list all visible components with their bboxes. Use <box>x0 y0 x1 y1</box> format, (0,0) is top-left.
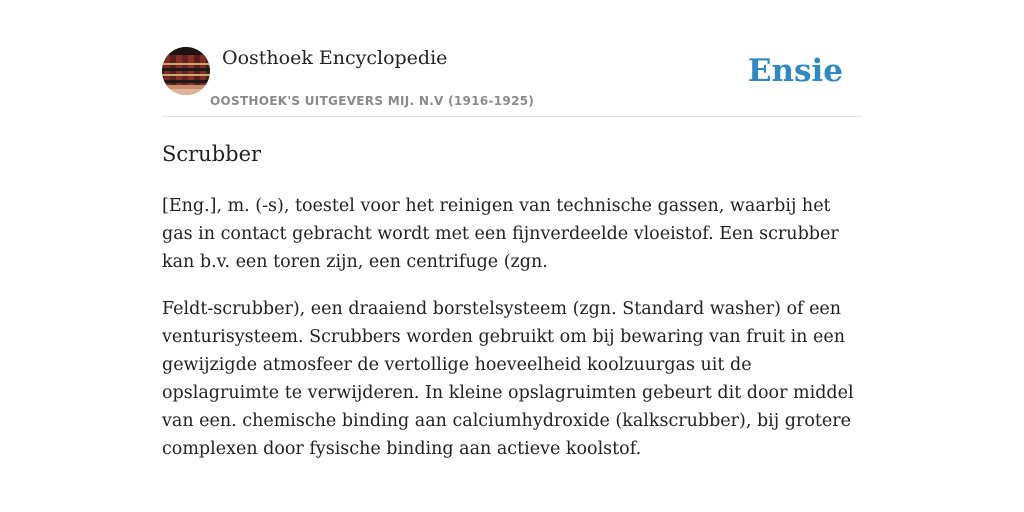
encyclopedia-books-icon[interactable] <box>162 47 210 95</box>
entry-paragraph: Feldt-scrubber), een draaiend borstelsysteem (zgn. Standard washer) of een venturisysteem. Scrubbers worden gebruikt om bij bewaring van fruit in een gewijzigde atmosfeer de vertollige hoeveelheid koolzuurgas uit de opslagruimte te verwijderen. In kleine opslagruimten gebeurt dit door middel van een. chemische binding aan calciumhydroxide (kalkscrubber), bij grotere complexen door fysische binding aan actieve koolstof. <box>162 299 854 459</box>
entry-title: Scrubber <box>162 142 262 166</box>
ensie-logo[interactable]: Ensie <box>747 53 843 89</box>
entry-header <box>162 46 862 117</box>
encyclopedia-name[interactable]: Oosthoek Encyclopedie <box>222 47 448 69</box>
publisher-label: OOSTHOEK'S UITGEVERS MIJ. N.V (1916-1925) <box>210 94 535 108</box>
entry-paragraph: [Eng.], m. (-s), toestel voor het reinigen van technische gassen, waarbij het gas in contact gebracht wordt met een fijnverdeelde vloeistof. Een scrubber kan b.v. een toren zijn, een centrifuge (zgn. <box>162 196 839 272</box>
entry-body <box>162 192 862 482</box>
